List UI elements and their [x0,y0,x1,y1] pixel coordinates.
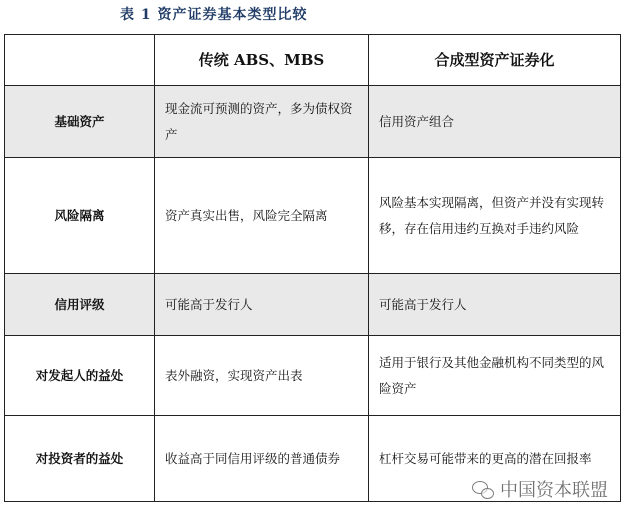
comparison-table [4,34,621,502]
row-label: 基础资产 [5,86,155,158]
header-traditional-abs: 传统 ABS、MBS [155,35,369,86]
cell-synthetic: 适用于银行及其他金融机构不同类型的风险资产 [369,336,621,416]
cell-traditional: 现金流可预测的资产，多为债权资产 [155,86,369,158]
row-label: 对投资者的益处 [5,416,155,502]
cell-synthetic: 风险基本实现隔离，但资产并没有实现转移，存在信用违约互换对手违约风险 [369,158,621,274]
cell-traditional: 资产真实出售，风险完全隔离 [155,158,369,274]
wechat-icon [472,480,494,498]
table-header-row [5,35,621,86]
table-row [5,86,621,158]
cell-traditional: 表外融资，实现资产出表 [155,336,369,416]
cell-synthetic: 杠杆交易可能带来的更高的潜在回报率 [369,416,621,502]
watermark [472,476,608,502]
watermark-text: 中国资本联盟 [500,480,608,501]
cell-traditional: 收益高于同信用评级的普通债券 [155,416,369,502]
cell-synthetic: 可能高于发行人 [369,274,621,336]
table-row [5,274,621,336]
table-caption: 表 1 资产证券基本类型比较 [120,7,308,23]
row-label: 对发起人的益处 [5,336,155,416]
row-label: 风险隔离 [5,158,155,274]
table-row [5,158,621,274]
table-row [5,336,621,416]
cell-synthetic: 信用资产组合 [369,86,621,158]
header-synthetic: 合成型资产证券化 [369,35,621,86]
header-blank [5,35,155,86]
cell-traditional: 可能高于发行人 [155,274,369,336]
row-label: 信用评级 [5,274,155,336]
